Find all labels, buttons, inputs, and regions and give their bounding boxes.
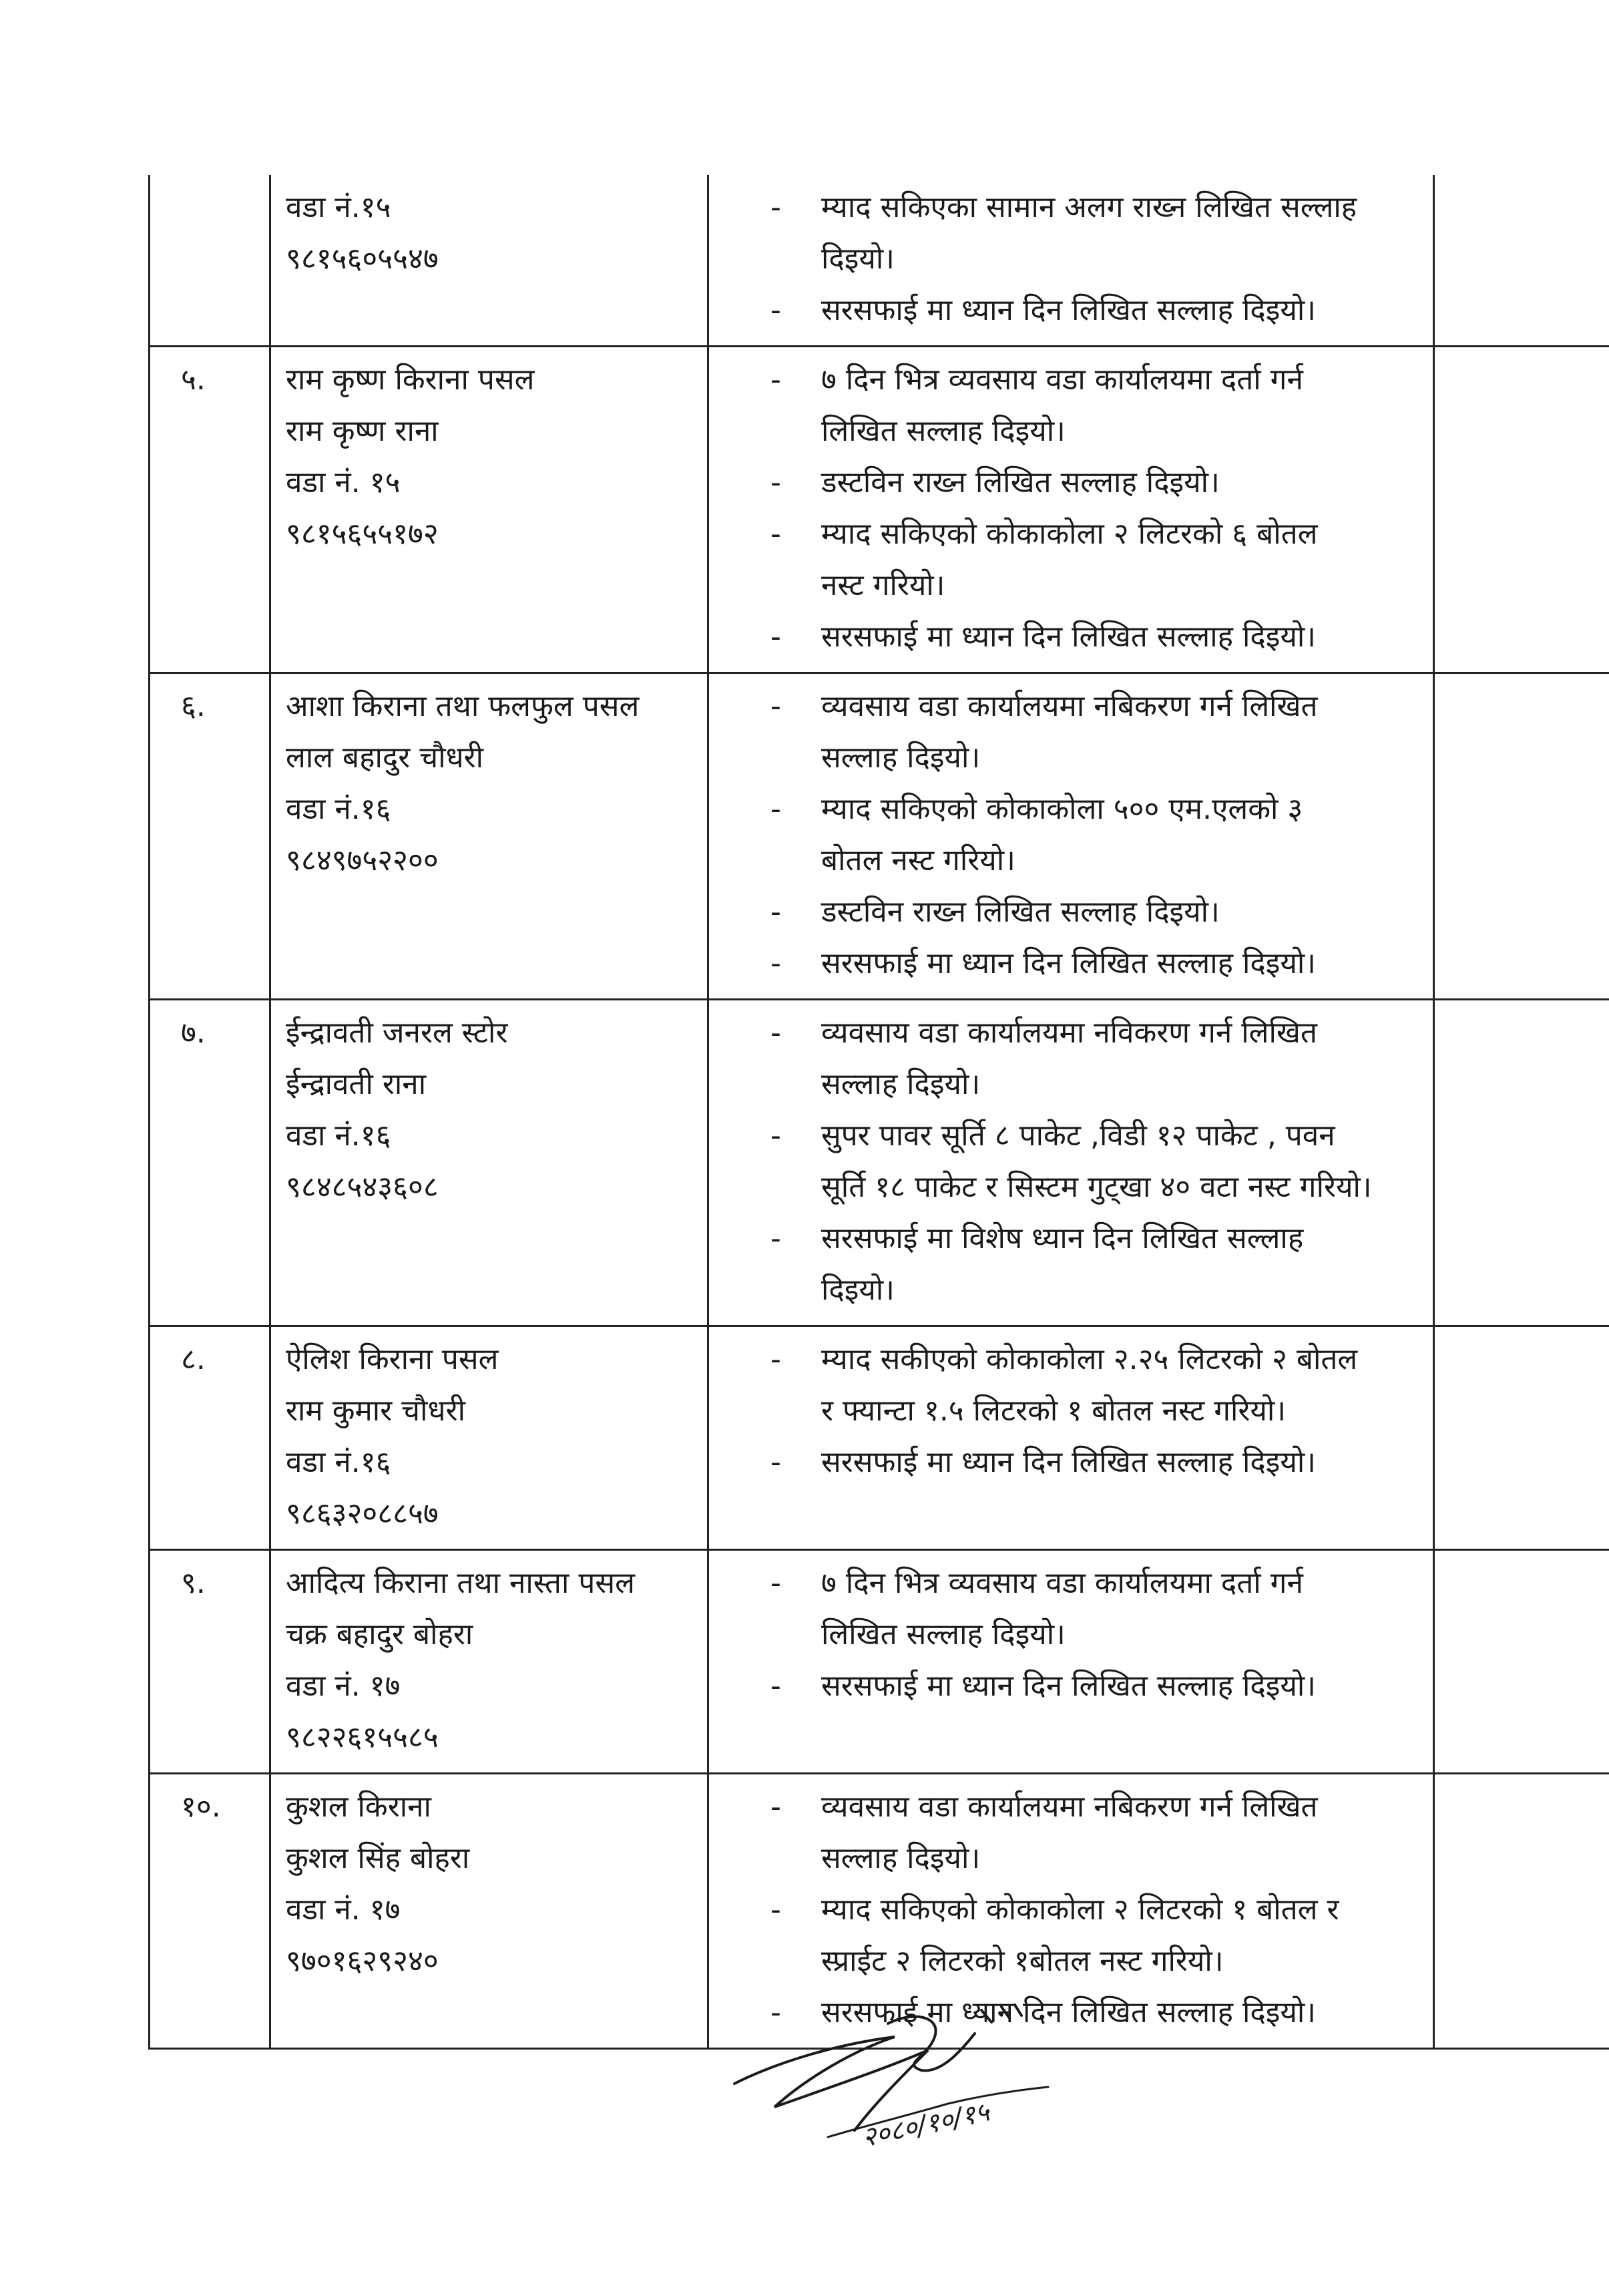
action-taken-cell bbox=[708, 1000, 1434, 1326]
remarks-cell bbox=[1434, 1000, 1609, 1326]
shop-details-cell bbox=[270, 175, 708, 347]
action-list bbox=[709, 182, 1425, 336]
ward-number: वडा नं. १५ bbox=[286, 465, 401, 500]
table-row bbox=[150, 175, 1609, 347]
serial-number: ७. bbox=[181, 1016, 206, 1050]
phone-number: ९८१५६०५५४७ bbox=[286, 242, 439, 276]
bullet-dash: - bbox=[770, 1445, 781, 1479]
table-row bbox=[150, 1326, 1609, 1550]
action-text: म्याद सकिएको कोकाकोला २ लिटरको ६ बोतल bbox=[821, 517, 1318, 551]
serial-number-cell bbox=[150, 347, 270, 673]
signature-date: २०८०/१०/१५ bbox=[859, 2096, 992, 2154]
owner-name: राम कुमार चौधरी bbox=[286, 1394, 465, 1428]
action-text: सल्लाह दिइयो। bbox=[821, 1841, 981, 1875]
action-text: सरसफाई मा ध्यान दिन लिखित सल्लाह दिइयो। bbox=[821, 293, 1316, 327]
action-item bbox=[709, 1007, 1425, 1110]
action-list bbox=[709, 1007, 1425, 1316]
bullet-dash: - bbox=[770, 689, 781, 723]
serial-number-cell bbox=[150, 1774, 270, 2049]
phone-number: ९८१५६५५१७२ bbox=[286, 517, 439, 551]
action-text: डस्टविन राख्न लिखित सल्लाह दिइयो। bbox=[821, 465, 1220, 500]
table-row bbox=[150, 673, 1609, 1000]
remarks-cell bbox=[1434, 1774, 1609, 2049]
shop-name: राम कृष्ण किराना पसल bbox=[286, 363, 535, 397]
action-text: दिइयो। bbox=[821, 1273, 895, 1307]
action-text: ७ दिन भित्र व्यवसाय वडा कार्यालयमा दर्ता गर्न bbox=[821, 363, 1303, 397]
shop-name: ईन्द्रावती जनरल स्टोर bbox=[286, 1016, 508, 1050]
action-text: नस्ट गरियो। bbox=[821, 568, 945, 602]
action-text: सूर्ति १८ पाकेट र सिस्टम गुट्खा ४० वटा नस्ट गरियो। bbox=[821, 1170, 1372, 1204]
ward-number: वडा नं.१६ bbox=[286, 1445, 391, 1479]
action-text: सल्लाह दिइयो। bbox=[821, 741, 981, 775]
signature bbox=[728, 1997, 1102, 2170]
bullet-dash: - bbox=[770, 620, 781, 654]
serial-number: ६. bbox=[181, 689, 206, 723]
action-text: सल्लाह दिइयो। bbox=[821, 1067, 981, 1101]
ward-number: वडा नं. १७ bbox=[286, 1893, 401, 1927]
action-list bbox=[709, 681, 1425, 989]
action-text: लिखित सल्लाह दिइयो। bbox=[821, 1617, 1066, 1652]
action-item bbox=[709, 1213, 1425, 1316]
shop-name: आशा किराना तथा फलफुल पसल bbox=[286, 689, 640, 723]
action-text: सरसफाई मा ध्यान दिन लिखित सल्लाह दिइयो। bbox=[821, 946, 1316, 980]
owner-name: राम कृष्ण राना bbox=[286, 414, 439, 448]
shop-details-cell bbox=[270, 1326, 708, 1550]
action-list bbox=[709, 1557, 1425, 1712]
inspection-table bbox=[148, 175, 1609, 2050]
action-text: व्यवसाय वडा कार्यालयमा नबिकरण गर्न लिखित bbox=[821, 689, 1318, 723]
action-item bbox=[709, 1437, 1425, 1488]
action-item bbox=[709, 1334, 1425, 1437]
phone-number: ९८४८५४३६०८ bbox=[286, 1170, 439, 1204]
action-item bbox=[709, 1660, 1425, 1712]
action-text: बोतल नस्ट गरियो। bbox=[821, 843, 1015, 878]
phone-number: ९८२२६१५५८५ bbox=[286, 1720, 439, 1754]
bullet-dash: - bbox=[770, 1016, 781, 1050]
action-text: म्याद सकीएको कोकाकोला २.२५ लिटरको २ बोतल bbox=[821, 1342, 1358, 1376]
action-text: म्याद सकिएका सामान अलग राख्न लिखित सल्लाह bbox=[821, 190, 1357, 224]
serial-number-cell bbox=[150, 1326, 270, 1550]
action-text: म्याद सकिएको कोकाकोला ५०० एम.एलको ३ bbox=[821, 792, 1303, 826]
bullet-dash: - bbox=[770, 1221, 781, 1256]
action-text: दिइयो। bbox=[821, 242, 895, 276]
action-item bbox=[709, 1110, 1425, 1213]
bullet-dash: - bbox=[770, 293, 781, 327]
owner-name: लाल बहादुर चौधरी bbox=[286, 741, 484, 775]
action-item bbox=[709, 783, 1425, 886]
owner-name: कुशल सिंह बोहरा bbox=[286, 1841, 470, 1875]
action-text: सरसफाई मा ध्यान दिन लिखित सल्लाह दिइयो। bbox=[821, 1995, 1316, 2030]
action-text: व्यवसाय वडा कार्यालयमा नविकरण गर्न लिखित bbox=[821, 1016, 1317, 1050]
action-item bbox=[709, 284, 1425, 336]
action-taken-cell bbox=[708, 1550, 1434, 1774]
ward-number: वडा नं.१५ bbox=[286, 190, 391, 224]
action-item bbox=[709, 938, 1425, 989]
shop-details-cell bbox=[270, 1550, 708, 1774]
remarks-cell bbox=[1434, 673, 1609, 1000]
bullet-dash: - bbox=[770, 792, 781, 826]
serial-number: ५. bbox=[181, 363, 206, 397]
action-text: र फ्यान्टा १.५ लिटरको १ बोतल नस्ट गरियो। bbox=[821, 1394, 1286, 1428]
bullet-dash: - bbox=[770, 1995, 781, 2030]
action-text: सरसफाई मा विशेष ध्यान दिन लिखित सल्लाह bbox=[821, 1221, 1304, 1256]
bullet-dash: - bbox=[770, 190, 781, 224]
action-text: स्प्राईट २ लिटरको १बोतल नस्ट गरियो। bbox=[821, 1944, 1224, 1978]
action-text: सरसफाई मा ध्यान दिन लिखित सल्लाह दिइयो। bbox=[821, 1445, 1316, 1479]
table-row bbox=[150, 1550, 1609, 1774]
action-text: डस्टविन राख्न लिखित सल्लाह दिइयो। bbox=[821, 895, 1220, 929]
shop-details-cell bbox=[270, 347, 708, 673]
action-text: ७ दिन भित्र व्यवसाय वडा कार्यालयमा दर्ता गर्न bbox=[821, 1566, 1303, 1600]
action-item bbox=[709, 611, 1425, 662]
serial-number: १०. bbox=[181, 1790, 221, 1824]
action-text: सरसफाई मा ध्यान दिन लिखित सल्लाह दिइयो। bbox=[821, 620, 1316, 654]
bullet-dash: - bbox=[770, 1790, 781, 1824]
bullet-dash: - bbox=[770, 363, 781, 397]
table-row bbox=[150, 347, 1609, 673]
bullet-dash: - bbox=[770, 1342, 781, 1376]
ward-number: वडा नं.१६ bbox=[286, 1119, 391, 1153]
serial-number bbox=[165, 182, 261, 233]
table-row bbox=[150, 1000, 1609, 1326]
bullet-dash: - bbox=[770, 895, 781, 929]
bullet-dash: - bbox=[770, 1566, 781, 1600]
remarks-cell bbox=[1434, 175, 1609, 347]
phone-number: ९८४९७५२२०० bbox=[286, 843, 439, 878]
action-item bbox=[709, 1884, 1425, 1987]
action-list bbox=[709, 1334, 1425, 1488]
action-item bbox=[709, 182, 1425, 284]
action-item bbox=[709, 457, 1425, 508]
action-list bbox=[709, 354, 1425, 662]
phone-number: ९७०१६२९२४० bbox=[286, 1944, 439, 1978]
shop-details-cell bbox=[270, 1774, 708, 2049]
owner-name: चक्र बहादुर बोहरा bbox=[286, 1617, 473, 1652]
shop-name: आदित्य किराना तथा नास्ता पसल bbox=[286, 1566, 635, 1600]
phone-number: ९८६३२०८८५७ bbox=[286, 1497, 439, 1531]
ward-number: वडा नं.१६ bbox=[286, 792, 391, 826]
remarks-cell bbox=[1434, 347, 1609, 673]
serial-number-cell bbox=[150, 1000, 270, 1326]
bullet-dash: - bbox=[770, 1669, 781, 1703]
action-taken-cell bbox=[708, 347, 1434, 673]
ward-number: वडा नं. १७ bbox=[286, 1669, 401, 1703]
action-taken-cell bbox=[708, 175, 1434, 347]
action-text: व्यवसाय वडा कार्यालयमा नबिकरण गर्न लिखित bbox=[821, 1790, 1318, 1824]
bullet-dash: - bbox=[770, 1119, 781, 1153]
serial-number-cell bbox=[150, 673, 270, 1000]
action-item bbox=[709, 508, 1425, 611]
shop-details-cell bbox=[270, 1000, 708, 1326]
inspection-table-body bbox=[150, 175, 1609, 2049]
shop-details-cell bbox=[270, 673, 708, 1000]
action-item bbox=[709, 1557, 1425, 1660]
action-text: म्याद सकिएको कोकाकोला २ लिटरको १ बोतल र bbox=[821, 1893, 1339, 1927]
owner-name: ईन्द्रावती राना bbox=[286, 1067, 427, 1101]
bullet-dash: - bbox=[770, 946, 781, 980]
shop-name: ऐलिश किराना पसल bbox=[286, 1342, 499, 1376]
remarks-cell bbox=[1434, 1550, 1609, 1774]
bullet-dash: - bbox=[770, 517, 781, 551]
action-text: लिखित सल्लाह दिइयो। bbox=[821, 414, 1066, 448]
action-text: सुपर पावर सूर्ति ८ पाकेट ,विडी १२ पाकेट , पवन bbox=[821, 1119, 1335, 1153]
shop-name: कुशल किराना bbox=[286, 1790, 431, 1824]
serial-number-cell bbox=[150, 175, 270, 347]
action-item bbox=[709, 354, 1425, 457]
serial-number: ८. bbox=[181, 1342, 206, 1376]
action-taken-cell bbox=[708, 673, 1434, 1000]
bullet-dash: - bbox=[770, 465, 781, 500]
serial-number: ९. bbox=[181, 1566, 206, 1600]
action-text: सरसफाई मा ध्यान दिन लिखित सल्लाह दिइयो। bbox=[821, 1669, 1316, 1703]
bullet-dash: - bbox=[770, 1893, 781, 1927]
action-item bbox=[709, 1781, 1425, 1884]
action-item bbox=[709, 886, 1425, 938]
serial-number-cell bbox=[150, 1550, 270, 1774]
action-item bbox=[709, 681, 1425, 783]
remarks-cell bbox=[1434, 1326, 1609, 1550]
action-taken-cell bbox=[708, 1326, 1434, 1550]
